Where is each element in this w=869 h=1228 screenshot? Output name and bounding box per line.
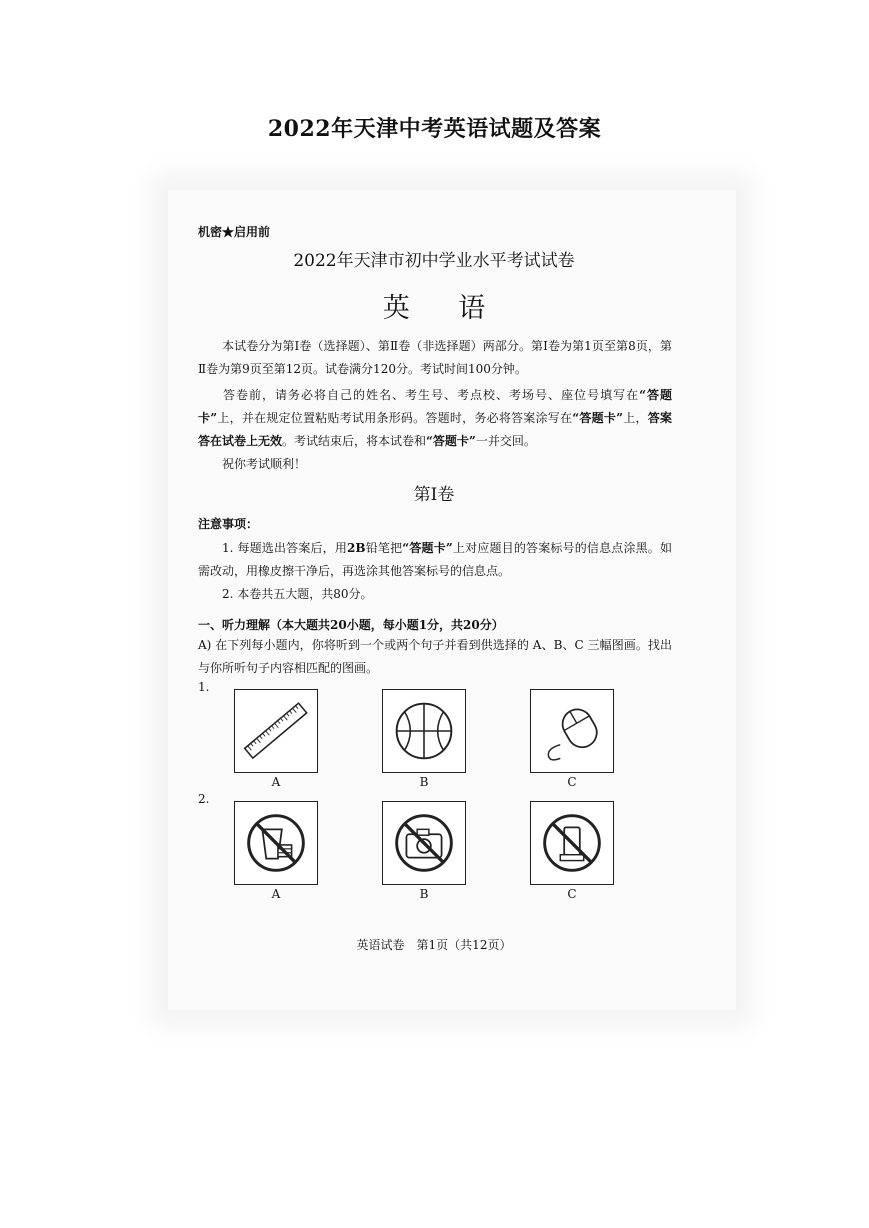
- page-footer: 英语试卷 第1页（共12页）: [356, 938, 512, 952]
- notice-item-2: [198, 583, 672, 606]
- intro-p1-text: 本试卷分为第Ⅰ卷（选择题）、第Ⅱ卷（非选择题）两部分。第Ⅰ卷为第1页至第8页，第Ⅱ卷为第9页至第12页。试卷满分120分。考试时间100分钟。: [198, 339, 672, 376]
- option-label: A: [271, 775, 281, 789]
- part-title: 第Ⅰ卷: [413, 485, 455, 505]
- exam-title: 2022年天津市初中学业水平考试试卷: [293, 251, 575, 271]
- answer-card-term: “答题卡”: [426, 434, 476, 448]
- intro-paragraph-1: [198, 335, 672, 381]
- option-picture-no-food[interactable]: [234, 801, 318, 885]
- section-heading: 一、听力理解（本大题共20小题，每小题1分，共20分）: [198, 618, 504, 632]
- good-luck-text: 祝你考试顺利！: [222, 457, 307, 471]
- notice-2-text: 2. 本卷共五大题，共80分。: [222, 587, 373, 601]
- no-photography-icon: [383, 802, 465, 884]
- intro-p2-text-a: 答卷前，请务必将自己的姓名、考生号、考点校、考场号、座位号填写在: [222, 388, 640, 402]
- document-title: 2022年天津中考英语试题及答案: [267, 116, 602, 142]
- option-picture-ruler[interactable]: [234, 689, 318, 773]
- option-label: C: [567, 887, 577, 901]
- question-number: 2.: [198, 792, 210, 806]
- option-label: B: [419, 887, 429, 901]
- computer-mouse-icon: [531, 690, 613, 772]
- option-label: A: [271, 887, 281, 901]
- secret-mark: 机密★启用前: [198, 225, 271, 239]
- subject-title: 英 语: [382, 293, 506, 324]
- intro-paragraph-2: [198, 384, 672, 453]
- option-picture-basketball[interactable]: [382, 689, 466, 773]
- intro-p2-text-i: 一并交回。: [475, 434, 536, 448]
- question-number: 1.: [198, 680, 210, 694]
- notice-1-text-c: 铅笔把: [365, 541, 403, 555]
- intro-p2-text-e: 上，: [623, 411, 648, 425]
- invalid-answer-warning: 答案答在试卷上无效: [198, 411, 672, 448]
- ruler-icon: [235, 690, 317, 772]
- notice-item-1: [198, 537, 672, 583]
- intro-p2-text-c: 上，并在规定位置粘贴考试用条形码。答题时，务必将答案涂写在: [217, 411, 573, 425]
- option-picture-no-phone[interactable]: [530, 801, 614, 885]
- option-picture-mouse[interactable]: [530, 689, 614, 773]
- notice-1-text-a: 1. 每题选出答案后，用: [222, 541, 348, 555]
- option-label: C: [567, 775, 577, 789]
- notice-1-text-e: 上对应题目的答案标号的信息点涂黑。如需改动，用橡皮擦干净后，再选涂其他答案标号的信息点。: [198, 541, 672, 578]
- no-food-drink-icon: [235, 802, 317, 884]
- pencil-type: 2B: [347, 541, 366, 555]
- intro-paragraph-3: [198, 453, 672, 476]
- answer-card-term: “答题卡”: [402, 541, 453, 555]
- basketball-icon: [383, 690, 465, 772]
- notice-heading: 注意事项：: [198, 517, 259, 531]
- intro-p2-text-g: 。考试结束后，将本试卷和: [282, 434, 427, 448]
- option-label: B: [419, 775, 429, 789]
- answer-card-term: “答题卡”: [198, 388, 672, 425]
- answer-card-term: “答题卡”: [572, 411, 624, 425]
- no-phone-icon: [531, 802, 613, 884]
- option-picture-no-camera[interactable]: [382, 801, 466, 885]
- section-instruction: A) 在下列每小题内，你将听到一个或两个句子并看到供选择的 A、B、C 三幅图画。找出与你所听句子内容相匹配的图画。: [198, 638, 672, 675]
